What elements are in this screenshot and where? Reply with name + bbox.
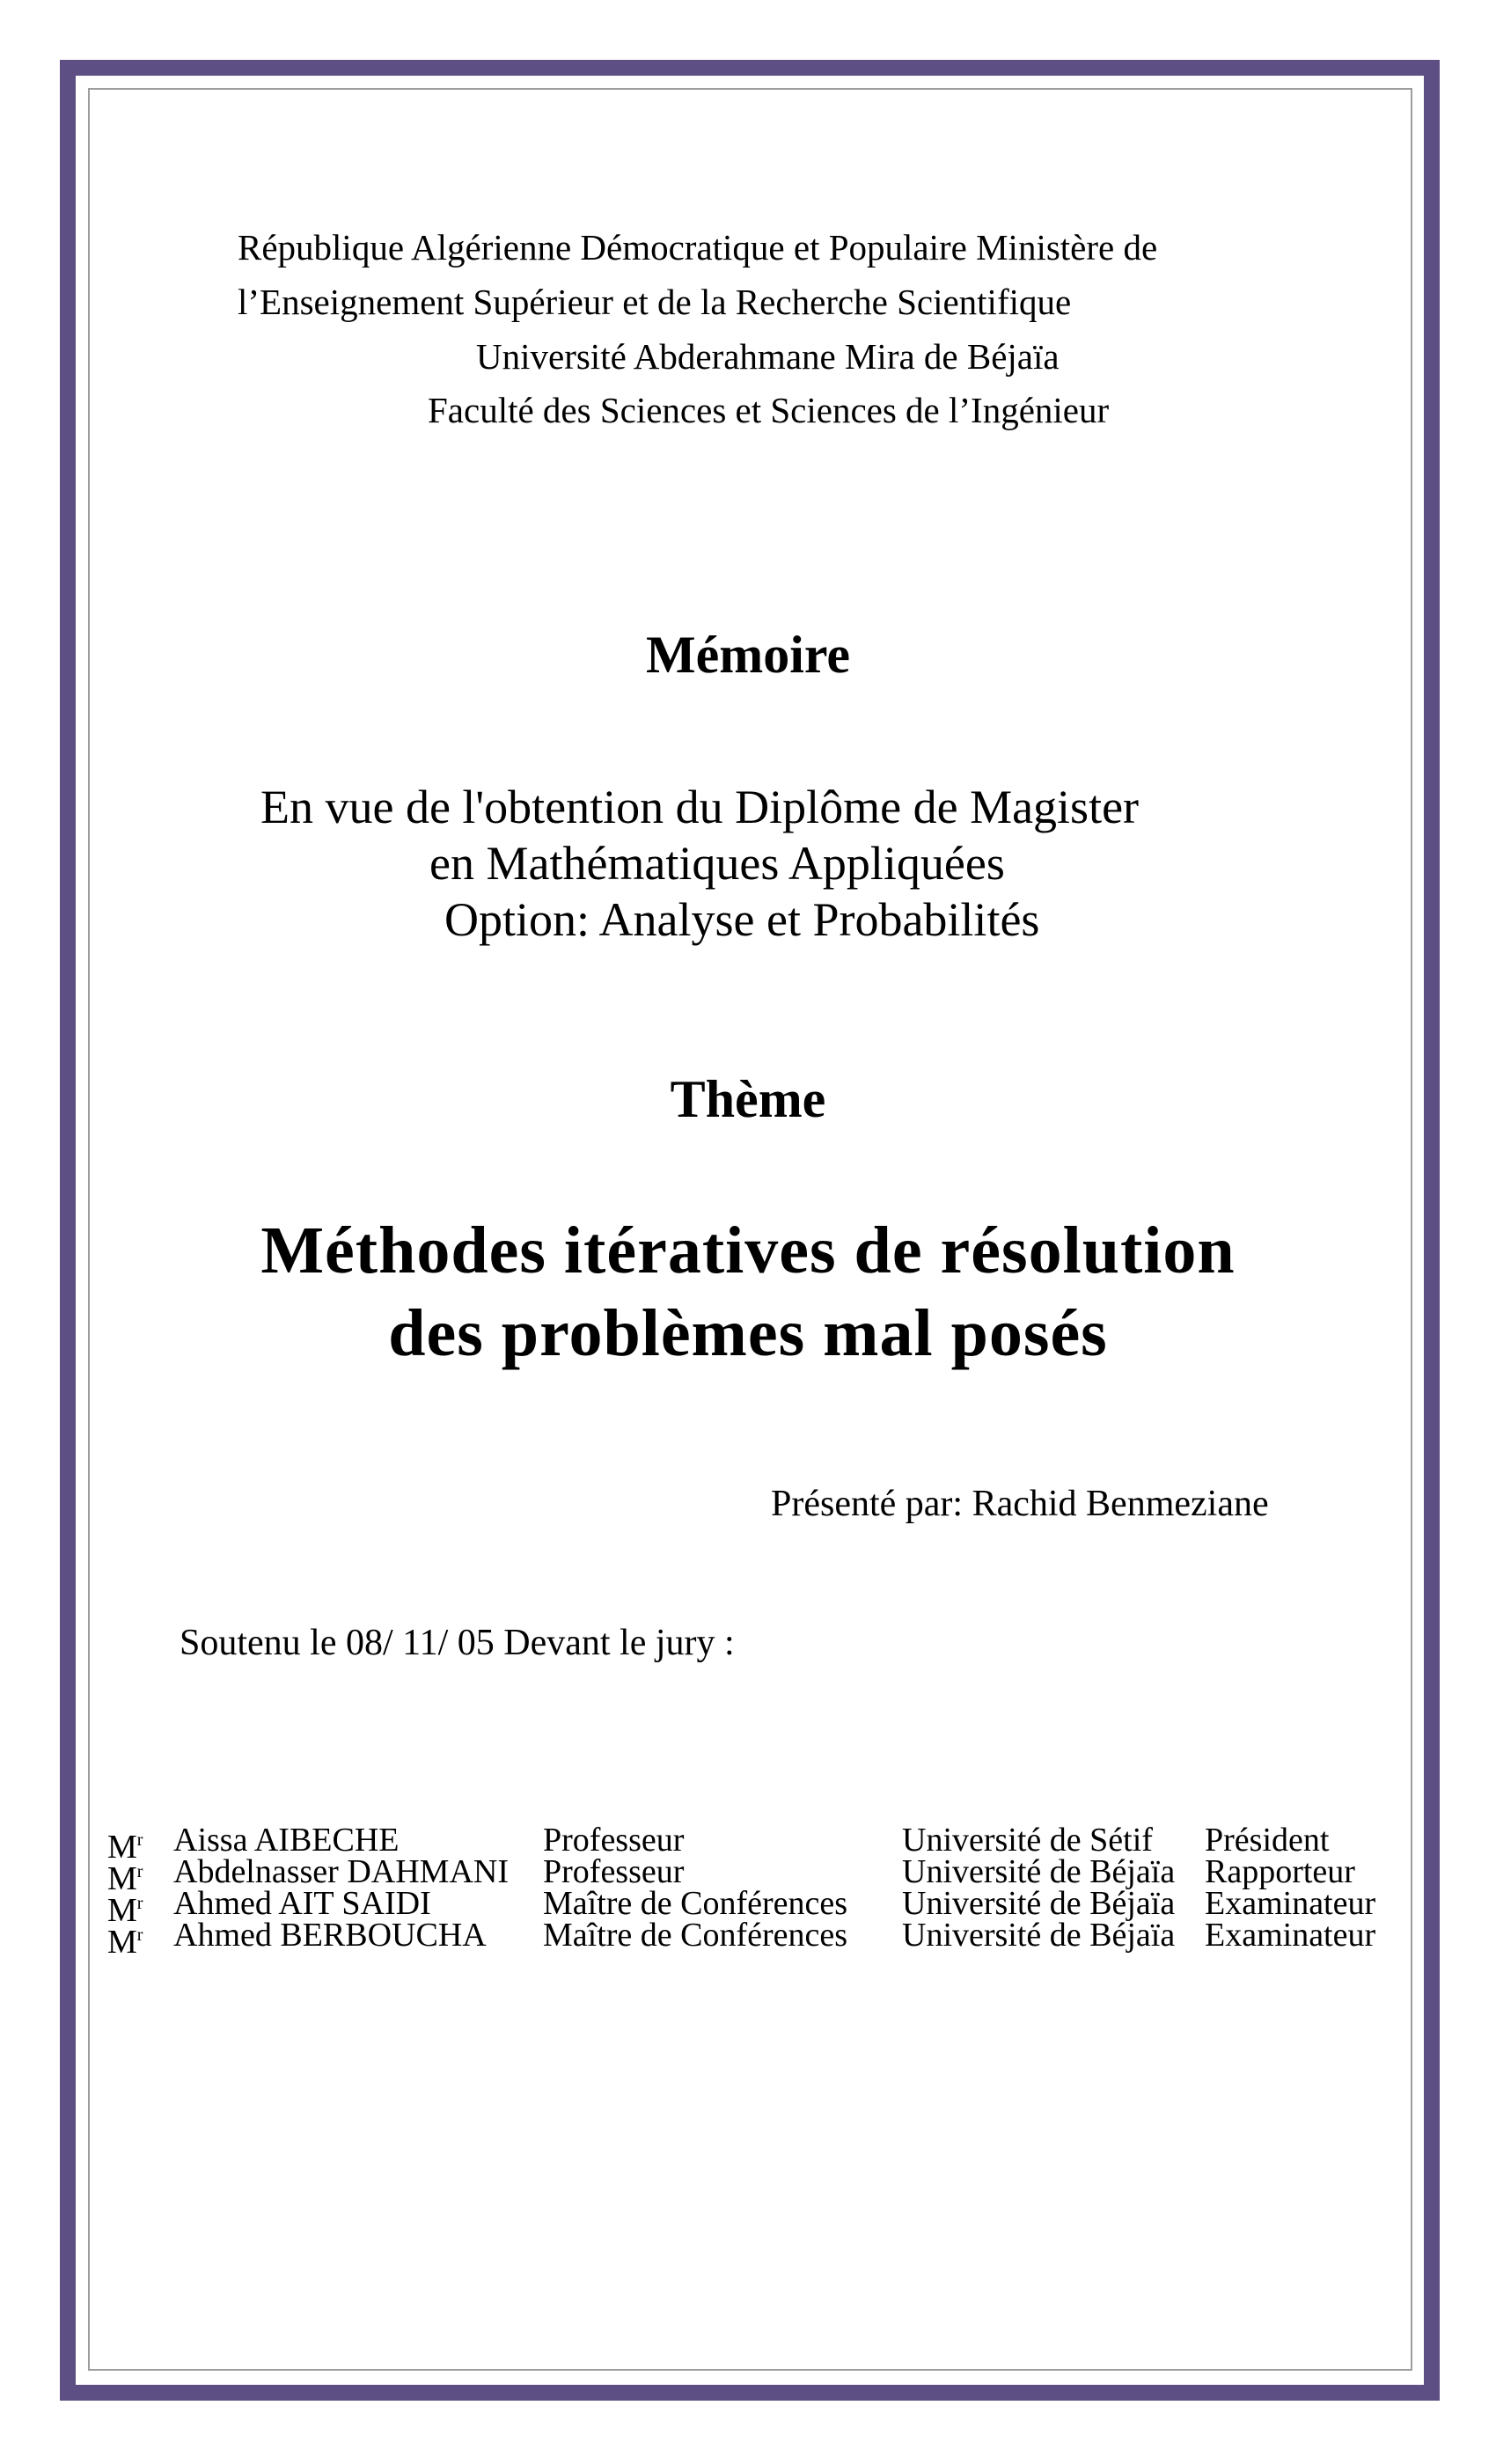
- jury-grade: Maître de Conférences: [543, 1917, 848, 1954]
- jury-title-sup: r: [136, 1830, 143, 1850]
- jury-table: [107, 1822, 1410, 1961]
- jury-grade: Professeur: [543, 1853, 685, 1890]
- theme-label: Thème: [670, 1070, 826, 1128]
- jury-university: Université de Sétif: [902, 1822, 1153, 1859]
- jury-name: Abdelnasser DAHMANI: [173, 1853, 509, 1890]
- jury-grade: Maître de Conférences: [543, 1885, 848, 1922]
- institution-line-1: République Algérienne Démocratique et Populaire Ministère de: [238, 227, 1158, 268]
- jury-role: Examinateur: [1205, 1917, 1376, 1954]
- jury-title-sup: r: [136, 1862, 143, 1881]
- jury-name: Ahmed AIT SAIDI: [173, 1885, 431, 1922]
- jury-role: Examinateur: [1205, 1885, 1376, 1922]
- jury-title-sup: r: [136, 1925, 143, 1945]
- jury-title-prefix: M: [107, 1829, 137, 1866]
- jury-row: [107, 1917, 1410, 1961]
- jury-name: Aissa AIBECHE: [173, 1822, 400, 1859]
- jury-row: [107, 1853, 1410, 1897]
- presented-by: Présenté par: Rachid Benmeziane: [771, 1484, 1269, 1524]
- institution-line-3: Université Abderahmane Mira de Béjaïa: [476, 336, 1060, 377]
- jury-role: Rapporteur: [1205, 1853, 1355, 1890]
- institution-line-4: Faculté des Sciences et Sciences de l’Ingénieur: [428, 390, 1110, 430]
- purpose-line-1: En vue de l'obtention du Diplôme de Magister: [260, 781, 1140, 833]
- jury-title-prefix: M: [107, 1924, 137, 1961]
- jury-title-prefix: M: [107, 1892, 137, 1929]
- jury-name: Ahmed BERBOUCHA: [173, 1917, 487, 1954]
- jury-university: Université de Béjaïa: [902, 1853, 1176, 1890]
- jury-grade: Professeur: [543, 1822, 685, 1859]
- institution-line-2: l’Enseignement Supérieur et de la Recherche Scientifique: [238, 282, 1072, 322]
- jury-role: Président: [1205, 1822, 1330, 1859]
- purpose-line-2: en Mathématiques Appliquées: [429, 837, 1005, 890]
- thesis-title-line-2: des problèmes mal posés: [388, 1296, 1108, 1370]
- jury-title-sup: r: [136, 1894, 143, 1913]
- purpose-line-3: Option: Analyse et Probabilités: [444, 893, 1040, 946]
- thesis-title-line-1: Méthodes itératives de résolution: [260, 1214, 1236, 1287]
- defense-date: Soutenu le 08/ 11/ 05 Devant le jury :: [180, 1623, 735, 1663]
- document-type: Mémoire: [645, 626, 851, 684]
- jury-title: [107, 1919, 143, 1961]
- jury-university: Université de Béjaïa: [902, 1917, 1176, 1954]
- jury-title-prefix: M: [107, 1860, 137, 1897]
- jury-row: [107, 1822, 1410, 1866]
- jury-row: [107, 1885, 1410, 1929]
- jury-university: Université de Béjaïa: [902, 1885, 1176, 1922]
